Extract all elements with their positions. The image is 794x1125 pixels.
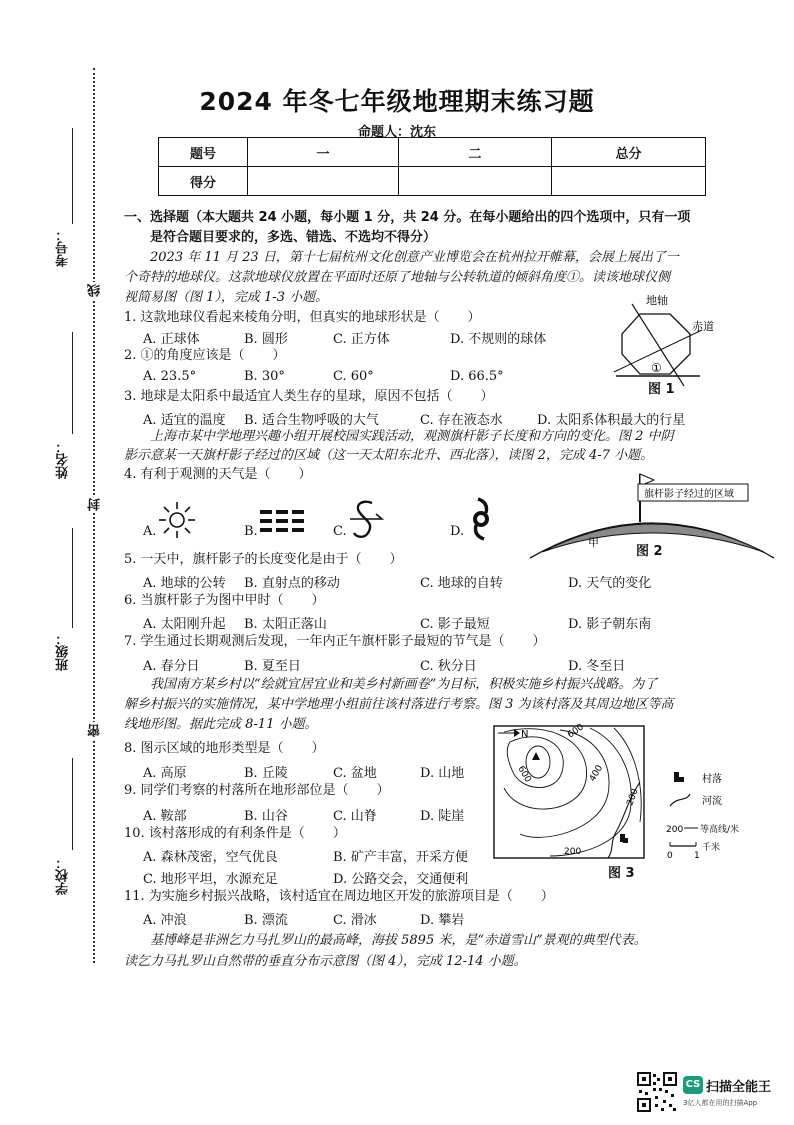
fig3-scale-unit: 千米 — [702, 843, 721, 853]
cell: 二 — [399, 138, 552, 167]
score-input[interactable] — [399, 167, 552, 196]
banji-blank[interactable] — [72, 528, 73, 628]
q9-opt-c[interactable]: C. 山脊 — [333, 809, 377, 824]
score-row-header — [159, 138, 706, 167]
q6-opt-d[interactable]: D. 影子朝东南 — [568, 617, 652, 632]
q9-stem: 9. 同学们考察的村落所在地形部位是（ ） — [124, 783, 390, 798]
q1-opt-d[interactable]: D. 不规则的球体 — [450, 332, 547, 347]
fig3-scale-one: 1 — [694, 851, 700, 861]
q11-opt-d[interactable]: D. 攀岩 — [420, 913, 465, 928]
score-input[interactable] — [552, 167, 706, 196]
xuexiao-blank[interactable] — [72, 758, 73, 850]
q11-opt-c[interactable]: C. 滑冰 — [333, 913, 377, 928]
q6-stem: 6. 当旗杆影子为图中甲时（ ） — [124, 593, 325, 608]
xingming-label: 姓名： — [56, 440, 71, 479]
fig3-contour-200b: 200 — [564, 847, 582, 857]
q6-opt-a[interactable]: A. 太阳刚升起 — [143, 617, 226, 632]
fig3-legend-river: 河流 — [702, 796, 722, 807]
author: 命题人：沈东 — [357, 125, 436, 140]
q2-opt-a[interactable]: A. 23.5° — [143, 369, 197, 384]
q5-opt-a[interactable]: A. 地球的公转 — [143, 576, 226, 591]
q5-opt-d[interactable]: D. 天气的变化 — [568, 576, 652, 591]
sandstorm-icon — [346, 497, 388, 541]
fig1-equator-label: 赤道 — [692, 320, 714, 333]
q7-stem: 7. 学生通过长期观测后发现，一年内正午旗杆影子最短的节气是（ ） — [124, 634, 546, 649]
q1-opt-b[interactable]: B. 圆形 — [244, 332, 288, 347]
fig3-contour-600a: 600 — [515, 764, 533, 785]
intro4-line: 读乞力马扎罗山自然带的垂直分布示意图（图 4），完成 12-14 小题。 — [124, 954, 527, 969]
typhoon-icon — [466, 497, 496, 539]
fig1-angle-marker: ① — [651, 361, 662, 375]
fig3-contour-200a: 200 — [625, 787, 641, 808]
margin-feng: 封 — [88, 498, 103, 511]
q1-opt-c[interactable]: C. 正方体 — [333, 332, 390, 347]
q5-opt-b[interactable]: B. 直射点的移动 — [244, 576, 340, 591]
q3-stem: 3. 地球是太阳系中最适宜人类生存的星球，原因不包括（ ） — [124, 389, 494, 404]
q7-opt-b[interactable]: B. 夏至日 — [244, 659, 301, 674]
q3-opt-b[interactable]: B. 适合生物呼吸的大气 — [244, 413, 379, 428]
q8-opt-b[interactable]: B. 丘陵 — [244, 766, 288, 781]
fig1-caption: 图 1 — [648, 382, 675, 397]
margin-xian: 线 — [88, 284, 103, 297]
q11-opt-a[interactable]: A. 冲浪 — [143, 913, 187, 928]
fig2-caption: 图 2 — [636, 544, 663, 559]
q4-opt-a[interactable]: A. — [143, 524, 157, 539]
q2-opt-b[interactable]: B. 30° — [244, 369, 285, 384]
watermark-brand: 扫描全能王 — [706, 1080, 772, 1095]
q10-opt-c[interactable]: C. 地形平坦，水源充足 — [143, 872, 278, 887]
q8-opt-a[interactable]: A. 高原 — [143, 766, 187, 781]
kaohao-label: 考号： — [56, 228, 71, 267]
q4-opt-c[interactable]: C. — [333, 524, 347, 539]
intro3-line: 解乡村振兴的实施情况，某中学地理小组前往该村落进行考察。图 3 为该村落及其周边地区等高 — [124, 697, 674, 712]
banji-label: 班级： — [56, 632, 71, 671]
intro1-line: 个奇特的地球仪。这款地球仪放置在平面时还原了地轴与公转轨道的倾斜角度①。读该地球仪侧 — [124, 270, 671, 285]
q1-opt-a[interactable]: A. 正球体 — [143, 332, 200, 347]
q6-opt-c[interactable]: C. 影子最短 — [420, 617, 490, 632]
q2-stem: 2. ①的角度应该是（ ） — [124, 348, 286, 363]
q4-stem: 4. 有利于观测的天气是（ ） — [124, 467, 312, 482]
q8-opt-d[interactable]: D. 山地 — [420, 766, 465, 781]
q1-stem: 1. 这款地球仪看起来棱角分明，但真实的地球形状是（ ） — [124, 310, 481, 325]
q6-opt-b[interactable]: B. 太阳正落山 — [244, 617, 327, 632]
fig2-label: 旗杆影子经过的区域 — [644, 489, 734, 500]
section-heading-2: 是符合题目要求的，多选、错选、不选均不得分） — [150, 230, 437, 245]
watermark-sub: 3亿人都在用的扫描App — [683, 1099, 758, 1107]
fig3-north: N — [521, 729, 529, 740]
intro3-line: 我国南方某乡村以“绘就宜居宜业和美乡村新画卷”为目标，积极实施乡村振兴战略。为了 — [150, 677, 658, 692]
margin-mi: 密 — [88, 724, 103, 737]
fig3-caption: 图 3 — [608, 866, 635, 881]
q8-stem: 8. 图示区域的地形类型是（ ） — [124, 741, 325, 756]
qr-code-icon — [637, 1072, 677, 1112]
score-table — [158, 137, 706, 196]
q11-opt-b[interactable]: B. 漂流 — [244, 913, 288, 928]
q7-opt-c[interactable]: C. 秋分日 — [420, 659, 477, 674]
q11-stem: 11. 为实施乡村振兴战略，该村适宜在周边地区开发的旅游项目是（ ） — [124, 889, 554, 904]
q9-opt-d[interactable]: D. 陡崖 — [420, 809, 465, 824]
q2-opt-d[interactable]: D. 66.5° — [450, 369, 504, 384]
q9-opt-a[interactable]: A. 鞍部 — [143, 809, 187, 824]
xingming-blank[interactable] — [72, 332, 73, 434]
q3-opt-a[interactable]: A. 适宜的温度 — [143, 413, 226, 428]
fig3-legend-contour: 等高线/米 — [700, 825, 740, 835]
q4-opt-d[interactable]: D. — [450, 524, 465, 539]
q10-opt-d[interactable]: D. 公路交会，交通便利 — [333, 872, 469, 887]
cell: 题号 — [159, 138, 248, 167]
page-title: 2024 年冬七年级地理期末练习题 — [199, 87, 595, 116]
fig3-contour-400: 400 — [587, 763, 606, 784]
q10-opt-b[interactable]: B. 矿产丰富，开采方便 — [333, 850, 468, 865]
q10-opt-a[interactable]: A. 森林茂密，空气优良 — [143, 850, 278, 865]
q9-opt-b[interactable]: B. 山谷 — [244, 809, 288, 824]
cell: 总分 — [552, 138, 706, 167]
intro4-line: 基博峰是非洲乞力马扎罗山的最高峰，海拔 5895 米，是“赤道雪山”景观的典型代表。 — [150, 933, 647, 948]
q5-stem: 5. 一天中，旗杆影子的长度变化是由于（ ） — [124, 552, 403, 567]
fig3-legend-200: 200 — [666, 825, 684, 835]
sunny-icon — [157, 500, 197, 540]
xuexiao-label: 学校： — [56, 856, 71, 895]
camscanner-logo: CS — [683, 1076, 703, 1094]
q2-opt-c[interactable]: C. 60° — [333, 369, 374, 384]
section-heading: 一、选择题（本大题共 24 小题，每小题 1 分，共 24 分。在每小题给出的四个选项中，只有一项 — [124, 210, 691, 225]
score-row-score — [159, 167, 706, 196]
fog-icon — [260, 508, 306, 534]
q10-stem: 10. 该村落形成的有利条件是（ ） — [124, 826, 346, 841]
intro1-line: 2023 年 11 月 23 日，第十七届杭州文化创意产业博览会在杭州拉开帷幕，会展上展出了一 — [150, 250, 679, 265]
fig3-legend-village: 村落 — [702, 774, 722, 785]
intro3-line: 线地形图。据此完成 8-11 小题。 — [124, 717, 318, 732]
q8-opt-c[interactable]: C. 盆地 — [333, 766, 377, 781]
q3-opt-d[interactable]: D. 太阳系体积最大的行星 — [537, 413, 686, 428]
q7-opt-d[interactable]: D. 冬至日 — [568, 659, 626, 674]
q4-opt-b[interactable]: B. — [244, 524, 258, 539]
cell: 得分 — [159, 167, 248, 196]
intro2-line: 影示意某一天旗杆影子经过的区域（这一天太阳东北升、西北落），读图 2，完成 4-7 小题。 — [124, 448, 654, 463]
intro2-line: 上海市某中学地理兴趣小组开展校园实践活动，观测旗杆影子长度和方向的变化。图 2 中阴 — [150, 429, 674, 444]
q7-opt-a[interactable]: A. 春分日 — [143, 659, 200, 674]
fig2-jia: 甲 — [588, 536, 599, 549]
cell: 一 — [248, 138, 399, 167]
fig3-contour-600b: 600 — [565, 722, 586, 741]
q3-opt-c[interactable]: C. 存在液态水 — [420, 413, 503, 428]
kaohao-blank[interactable] — [72, 128, 73, 224]
binding-dotted-line — [93, 68, 95, 963]
intro1-line: 视简易图（图 1），完成 1-3 小题。 — [124, 290, 329, 305]
q5-opt-c[interactable]: C. 地球的自转 — [420, 576, 503, 591]
figure-3-contour-map — [490, 722, 762, 862]
score-input[interactable] — [248, 167, 399, 196]
fig1-axis-label: 地轴 — [646, 294, 668, 307]
fig3-scale-zero: 0 — [667, 851, 673, 861]
